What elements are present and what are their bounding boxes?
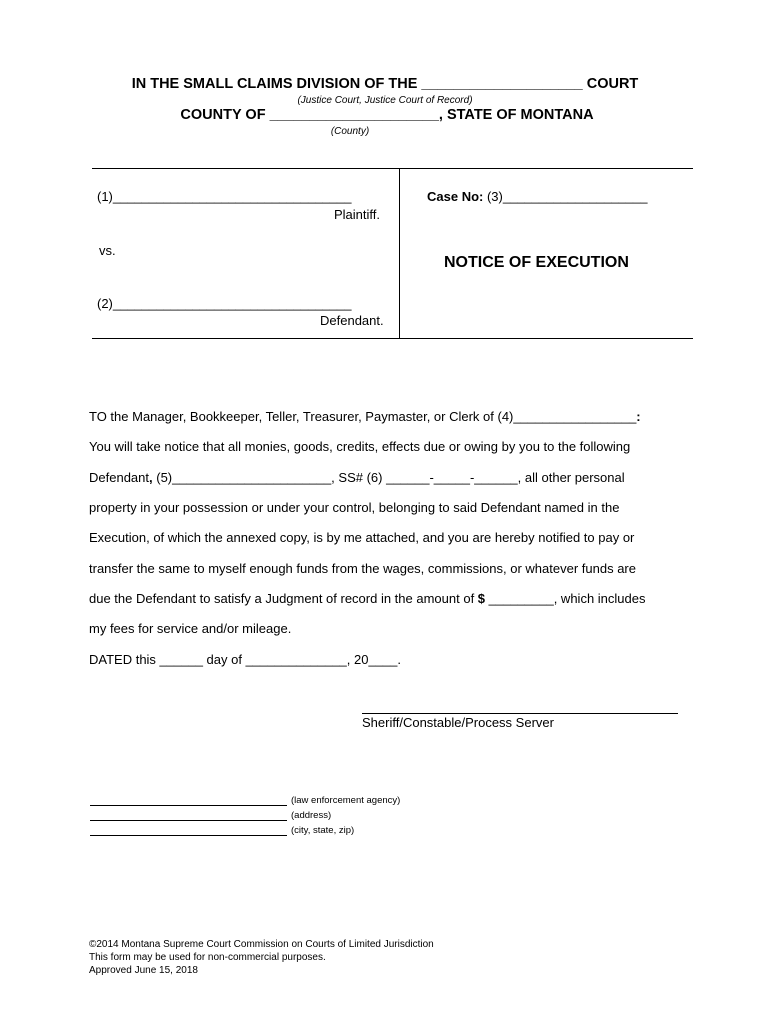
- body-line-7-text: due the Defendant to satisfy a Judgment of record in the amount of: [89, 591, 478, 606]
- agency-address-label: (address): [291, 810, 332, 821]
- court-type-hint: (Justice Court, Justice Court of Record): [297, 95, 473, 106]
- defendant-label: Defendant.: [320, 313, 384, 328]
- plaintiff-label: Plaintiff.: [334, 207, 381, 222]
- agency-city-label: (city, state, zip): [291, 825, 355, 836]
- dated-line[interactable]: DATED this ______ day of ______________, 20____.: [89, 652, 401, 667]
- caption-top-rule: [92, 168, 693, 169]
- body-line-1: [89, 409, 641, 424]
- case-number-label: Case No:: [427, 189, 484, 204]
- caption-bottom-rule: [92, 338, 693, 339]
- signature-line[interactable]: [362, 713, 678, 714]
- body-line-1-colon: :: [636, 409, 641, 424]
- agency-address-line[interactable]: [90, 820, 287, 821]
- body-line-3-comma: ,: [149, 470, 153, 485]
- body-line-8: my fees for service and/or mileage.: [89, 621, 292, 636]
- case-number-field[interactable]: (3)____________________: [483, 189, 648, 204]
- body-line-3-fields[interactable]: (5)______________________, SS# (6) ______-_____-______, all other personal: [152, 470, 625, 485]
- body-line-7: [89, 591, 645, 606]
- footer-copyright: ©2014 Montana Supreme Court Commission on Courts of Limited Jurisdiction: [89, 939, 434, 950]
- body-line-1-text: TO the Manager, Bookkeeper, Teller, Treasurer, Paymaster, or Clerk of (4)_________________: [89, 409, 637, 424]
- body-line-4: property in your possession or under your control, belonging to said Defendant named in the: [89, 500, 620, 515]
- body-line-3-defendant: Defendant: [89, 470, 149, 485]
- plaintiff-field[interactable]: (1)_________________________________: [97, 189, 352, 204]
- body-line-3: [89, 470, 625, 485]
- document-title: NOTICE OF EXECUTION: [444, 254, 629, 271]
- case-number[interactable]: [427, 189, 647, 204]
- body-line-2: You will take notice that all monies, goods, credits, effects due or owing by you to the following: [89, 439, 631, 454]
- county-heading: COUNTY OF _____________________, STATE OF MONTANA: [180, 107, 594, 123]
- defendant-field[interactable]: (2)_________________________________: [97, 296, 352, 311]
- dollar-sign: $: [477, 591, 486, 606]
- county-hint: (County): [330, 126, 370, 137]
- body-line-5: Execution, of which the annexed copy, is by me attached, and you are hereby notified to pay or: [89, 530, 635, 545]
- footer-usage: This form may be used for non-commercial purposes.: [89, 952, 326, 963]
- agency-city-line[interactable]: [90, 835, 287, 836]
- versus-label: vs.: [99, 243, 116, 258]
- agency-name-label: (law enforcement agency): [291, 795, 401, 806]
- judgment-amount-field[interactable]: _________, which includes: [485, 591, 646, 606]
- body-line-6: transfer the same to myself enough funds from the wages, commissions, or whatever funds are: [89, 561, 636, 576]
- caption-divider: [399, 168, 400, 338]
- court-heading: IN THE SMALL CLAIMS DIVISION OF THE ____________________ COURT: [131, 76, 639, 92]
- signature-label: Sheriff/Constable/Process Server: [362, 715, 554, 730]
- agency-name-line[interactable]: [90, 805, 287, 806]
- footer-approved: Approved June 15, 2018: [89, 965, 198, 976]
